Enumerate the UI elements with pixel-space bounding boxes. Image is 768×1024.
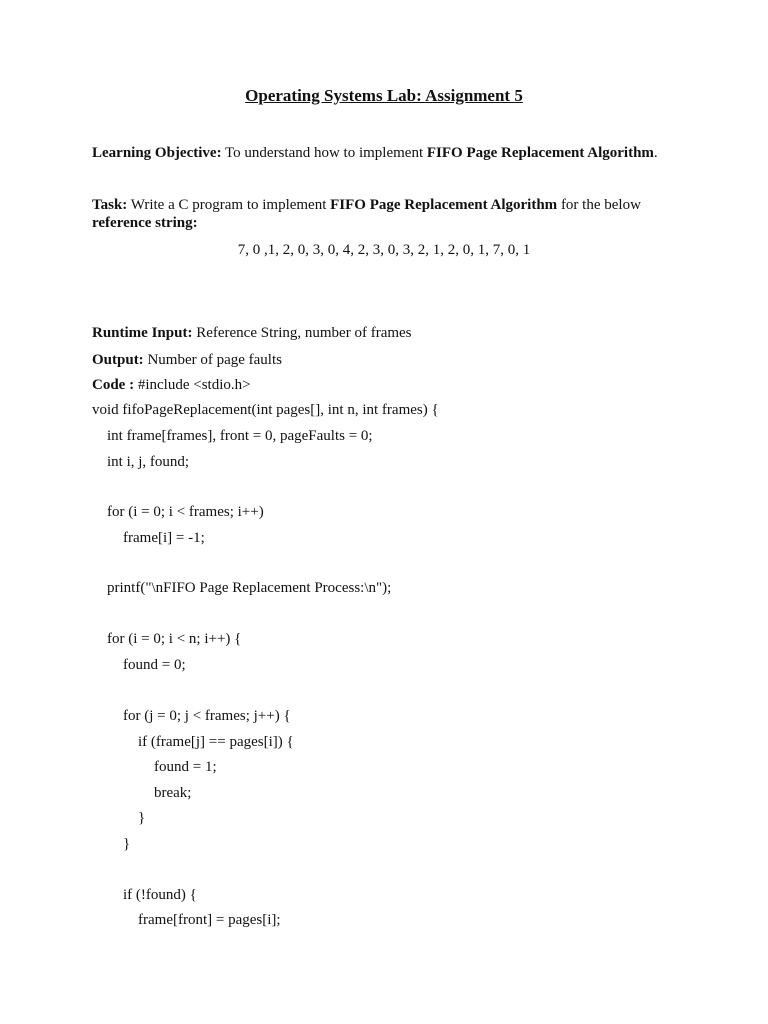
code-line: found = 0; bbox=[123, 657, 186, 673]
code-line: void fifoPageReplacement(int pages[], int n, int frames) { bbox=[92, 402, 439, 418]
page-title: Operating Systems Lab: Assignment 5 bbox=[245, 86, 523, 105]
task-text: Write a C program to implement bbox=[127, 197, 331, 213]
reference-string: 7, 0 ,1, 2, 0, 3, 0, 4, 2, 3, 0, 3, 2, 1, 2, 0, 1, 7, 0, 1 bbox=[237, 242, 531, 258]
output-label: Output: bbox=[92, 352, 144, 368]
task-algorithm: FIFO Page Replacement Algorithm bbox=[330, 197, 558, 213]
code-line: found = 1; bbox=[154, 759, 217, 775]
output bbox=[92, 351, 282, 369]
task bbox=[92, 196, 641, 232]
code-line: for (j = 0; j < frames; j++) { bbox=[123, 708, 291, 724]
code-line: break; bbox=[154, 785, 192, 801]
code-line: } bbox=[138, 810, 146, 826]
code-line: frame[i] = -1; bbox=[123, 530, 205, 546]
task-label: Task: bbox=[92, 197, 128, 213]
output-text: Number of page faults bbox=[143, 352, 282, 368]
task-line-2 bbox=[92, 214, 641, 232]
code-line: } bbox=[123, 836, 131, 852]
code-line: if (!found) { bbox=[123, 887, 197, 903]
code-include-line: #include <stdio.h> bbox=[134, 377, 251, 393]
task-text-end: for the below bbox=[557, 197, 641, 213]
task-line-1 bbox=[92, 196, 641, 214]
learning-objective-label: Learning Objective: bbox=[92, 145, 222, 161]
learning-objective-end: . bbox=[653, 145, 658, 161]
code-line: for (i = 0; i < n; i++) { bbox=[107, 631, 242, 647]
runtime-input bbox=[92, 324, 412, 342]
code-line: if (frame[j] == pages[i]) { bbox=[138, 734, 294, 750]
task-reference-label: reference string: bbox=[92, 215, 198, 231]
learning-objective bbox=[92, 144, 658, 162]
code-line: printf("\nFIFO Page Replacement Process:\n"); bbox=[107, 580, 392, 596]
runtime-input-label: Runtime Input: bbox=[92, 325, 193, 341]
code-line: frame[front] = pages[i]; bbox=[138, 912, 281, 928]
code-label bbox=[92, 376, 251, 394]
code-line: for (i = 0; i < frames; i++) bbox=[107, 504, 264, 520]
learning-objective-text: To understand how to implement bbox=[221, 145, 427, 161]
code-line: int frame[frames], front = 0, pageFaults = 0; bbox=[107, 428, 373, 444]
code-label-text: Code : bbox=[92, 377, 135, 393]
learning-objective-algorithm: FIFO Page Replacement Algorithm bbox=[426, 145, 654, 161]
runtime-input-text: Reference String, number of frames bbox=[192, 325, 412, 341]
code-line: int i, j, found; bbox=[107, 454, 190, 470]
